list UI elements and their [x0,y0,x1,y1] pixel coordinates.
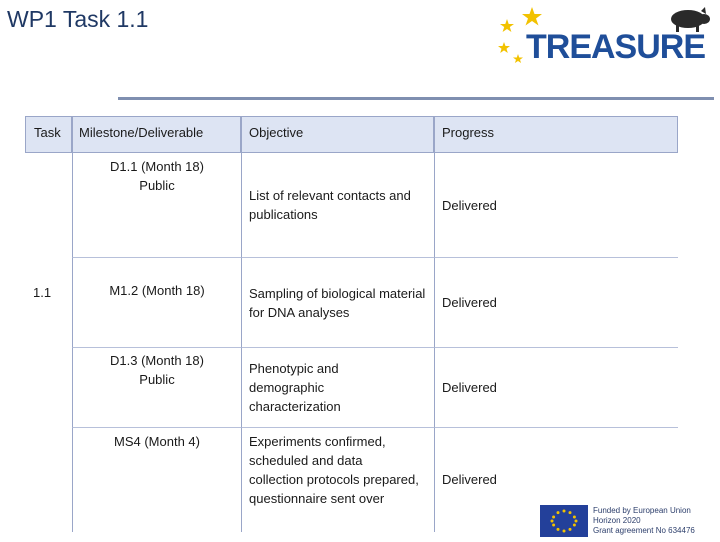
milestone-label: MS4 (Month 4) [114,434,200,449]
header-cell-objective [241,116,434,153]
task-cell [25,153,72,532]
milestone-label: D1.3 (Month 18) [110,353,204,368]
table-row-progress [434,153,678,258]
star-icon [513,54,523,63]
table-row-milestone [72,428,241,532]
funding-line3: Grant agreement No 634476 [593,526,695,535]
progress-status: Delivered [442,198,497,213]
objective-text: Sampling of biological material for DNA analyses [249,286,426,320]
milestone-label: D1.1 (Month 18) [110,159,204,174]
task-id: 1.1 [33,285,52,300]
objective-text: Phenotypic and demographic characterization [249,361,341,414]
eu-flag-icon [540,505,588,537]
table-row-milestone [72,153,241,258]
table-row-objective [241,348,434,428]
star-icon [500,19,514,32]
objective-text: Experiments confirmed, scheduled and data collection protocols prepared, questionnaire sent over [249,434,419,506]
progress-status: Delivered [442,295,497,310]
table-row-objective [241,258,434,348]
table-row-milestone [72,348,241,428]
progress-table [25,116,678,532]
funding-line1: Funded by European Union [593,506,691,515]
table-row-milestone [72,258,241,348]
table-row-objective [241,428,434,532]
progress-status: Delivered [442,472,497,487]
star-icon [498,42,510,53]
header-objective: Objective [249,125,304,140]
progress-status: Delivered [442,380,497,395]
table-row-objective [241,153,434,258]
table-row-progress [434,258,678,348]
eu-funding-badge [540,505,720,540]
slide-title: WP1 Task 1.1 [7,6,149,32]
header-milestone: Milestone/Deliverable [79,125,204,140]
milestone-label: M1.2 (Month 18) [109,283,205,298]
header-cell-milestone [72,116,241,153]
funding-text [593,506,695,536]
header-cell-progress [434,116,678,153]
treasure-logo [496,4,716,66]
funding-line2: Horizon 2020 [593,516,641,525]
logo-wordmark: TREASURE [526,28,706,66]
star-icon [522,7,542,26]
header-task: Task [34,125,61,140]
title-divider [118,97,714,100]
milestone-access: Public [139,372,175,387]
header-progress: Progress [442,125,495,140]
table-row-progress [434,348,678,428]
header-cell-task [25,116,72,153]
milestone-access: Public [139,178,175,193]
objective-text: List of relevant contacts and publications [249,188,411,222]
